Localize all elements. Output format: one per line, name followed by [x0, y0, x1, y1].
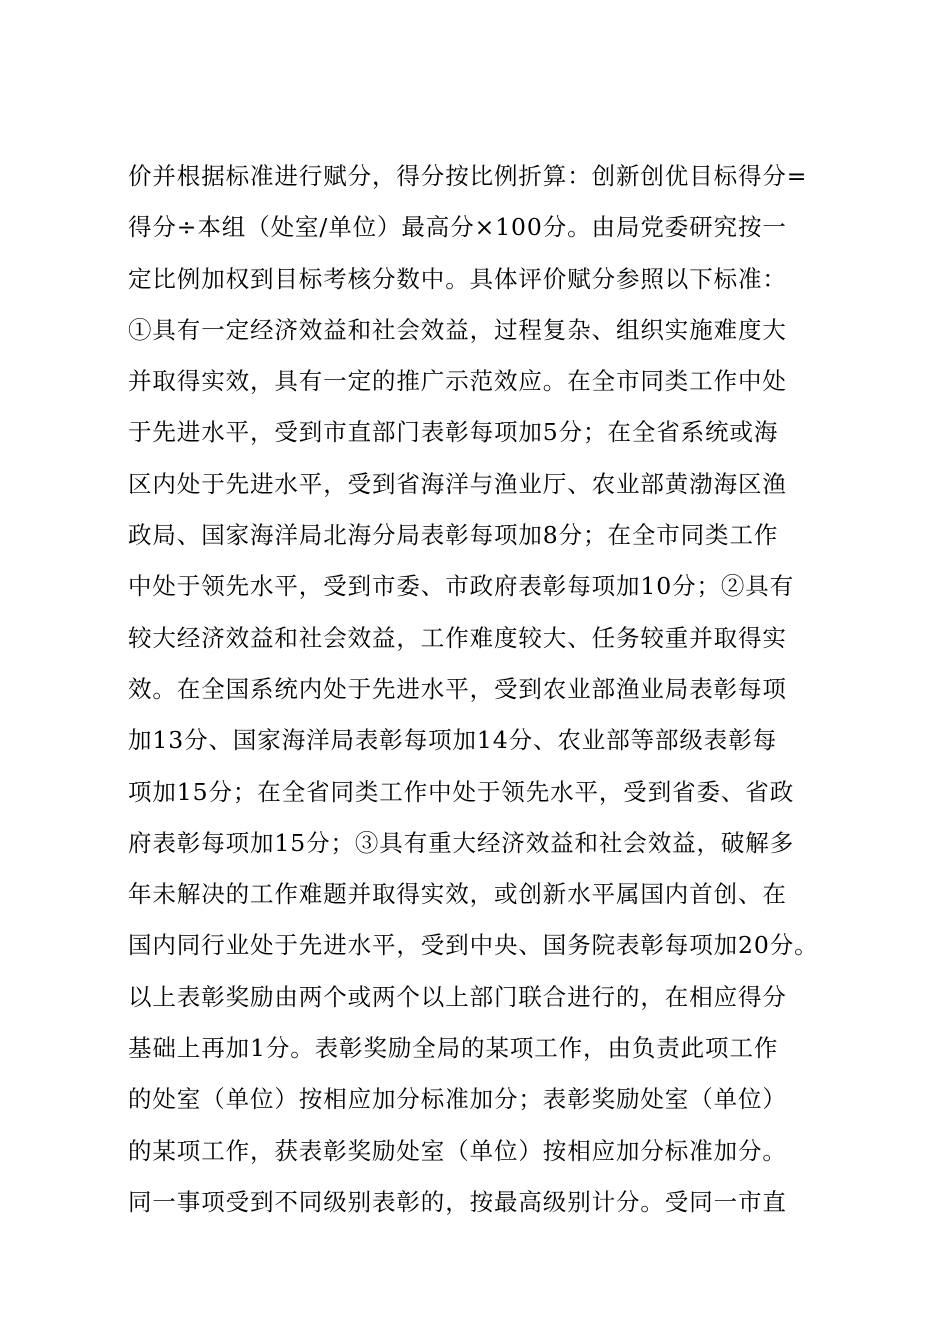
text-line: 较大经济效益和社会效益，工作难度较大、任务较重并取得实: [128, 623, 787, 652]
text-line: 得分÷本组（处室/单位）最高分×100分。由局党委研究按一: [128, 213, 787, 242]
text-line: 效。在全国系统内处于先进水平，受到农业部渔业局表彰每项: [128, 674, 787, 703]
text-line: ①具有一定经济效益和社会效益，过程复杂、组织实施难度大: [128, 315, 787, 344]
text-line: 基础上再加1分。表彰奖励全局的某项工作，由负责此项工作: [128, 1034, 779, 1063]
text-line: 中处于领先水平，受到市委、市政府表彰每项加10分；②具有: [128, 572, 795, 601]
text-line: 以上表彰奖励由两个或两个以上部门联合进行的，在相应得分: [128, 982, 787, 1011]
text-line: 年未解决的工作难题并取得实效，或创新水平属国内首创、在: [128, 880, 787, 909]
text-line: 的处室（单位）按相应加分标准加分；表彰奖励处室（单位）: [128, 1085, 787, 1114]
body-text: [128, 155, 848, 1232]
text-line: 府表彰每项加15分；③具有重大经济效益和社会效益，破解多: [128, 828, 795, 857]
text-line: 并取得实效，具有一定的推广示范效应。在全市同类工作中处: [128, 367, 787, 396]
text-line: 政局、国家海洋局北海分局表彰每项加8分；在全市同类工作: [128, 521, 779, 550]
text-line: 同一事项受到不同级别表彰的，按最高级别计分。受同一市直: [128, 1187, 787, 1216]
text-line: 于先进水平，受到市直部门表彰每项加5分；在全省系统或海: [128, 418, 779, 447]
text-line: 价并根据标准进行赋分，得分按比例折算：创新创优目标得分=: [128, 162, 808, 190]
text-line: 区内处于先进水平，受到省海洋与渔业厅、农业部黄渤海区渔: [128, 469, 787, 498]
text-line: 项加15分；在全省同类工作中处于领先水平，受到省委、省政: [128, 777, 795, 806]
text-line: 的某项工作，获表彰奖励处室（单位）按相应加分标准加分。: [128, 1136, 787, 1165]
text-line: 国内同行业处于先进水平，受到中央、国务院表彰每项加20分。: [128, 931, 819, 960]
text-line: 加13分、国家海洋局表彰每项加14分、农业部等部级表彰每: [128, 726, 778, 755]
text-line: 定比例加权到目标考核分数中。具体评价赋分参照以下标准：: [128, 264, 787, 293]
